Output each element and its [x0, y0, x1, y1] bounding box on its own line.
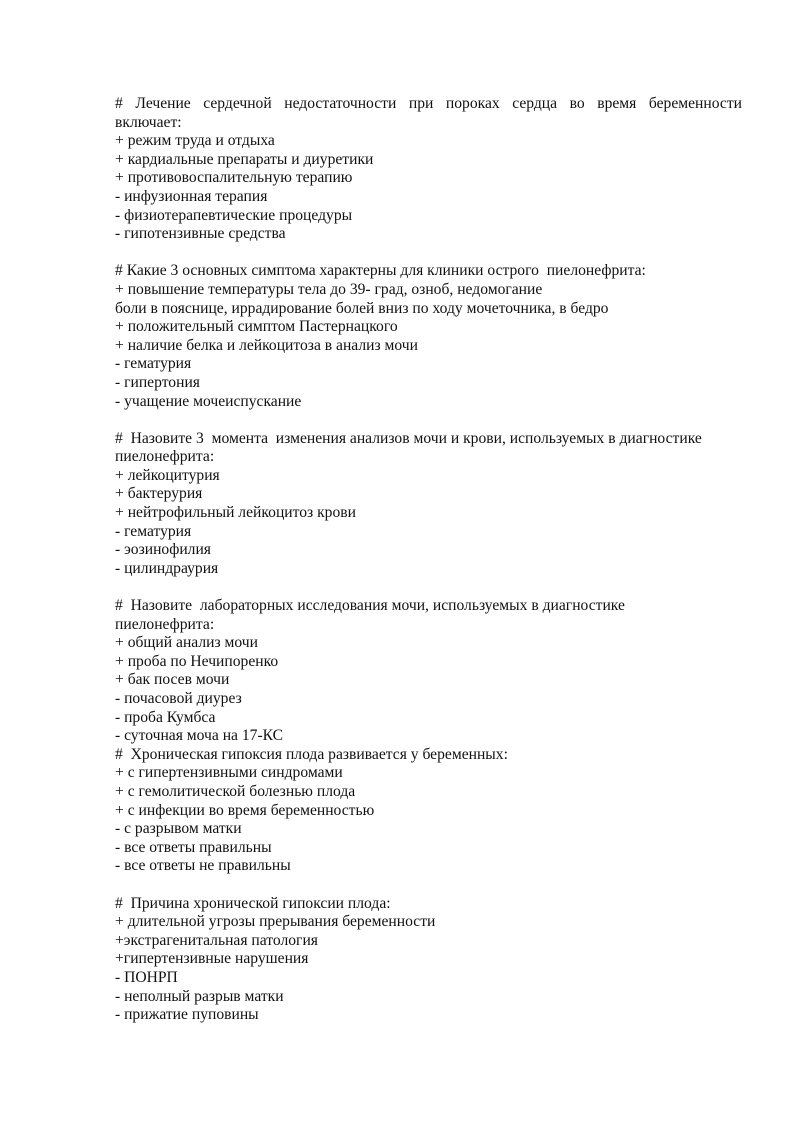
answer-correct: + общий анализ мочи [115, 634, 258, 652]
question-heading: # Назовите лабораторных исследования мочи, используемых в диагностике [115, 597, 625, 615]
answer-incorrect: - ПОНРП [115, 968, 178, 986]
answer-incorrect: - гематурия [115, 522, 192, 540]
answer-correct: + противовоспалительную терапию [115, 169, 353, 187]
answer-incorrect: - неполный разрыв матки [115, 987, 284, 1005]
question-heading-continuation: пиелонефрита: [115, 448, 215, 466]
answer-incorrect: - физиотерапевтические процедуры [115, 206, 353, 224]
blank-line [115, 578, 742, 597]
answer-correct: +гипертензивные нарушения [115, 950, 309, 968]
answer-correct: + проба по Нечипоренко [115, 652, 279, 670]
answer-correct: + с гемолитической болезнью плода [115, 782, 356, 800]
answer-incorrect: - проба Кумбса [115, 708, 216, 726]
question-heading: # Хроническая гипоксия плода развивается у беременных: [115, 745, 508, 763]
answer-incorrect: - гематурия [115, 355, 192, 373]
answer-correct: + кардиальные препараты и диуретики [115, 150, 374, 168]
answer-incorrect: - гипертония [115, 373, 200, 391]
answer-correct: + длительной угрозы прерывания беременности [115, 913, 436, 931]
question-heading-continuation: пиелонефрита: [115, 615, 215, 633]
answer-incorrect: - эозинофилия [115, 541, 211, 559]
answer-correct: + режим труда и отдыха [115, 132, 275, 150]
answer-incorrect: - прижатие пуповины [115, 1006, 259, 1024]
answer-correct: + бак посев мочи [115, 671, 230, 689]
answer-incorrect: - учащение мочеиспускание [115, 392, 302, 410]
question-heading: # Причина хронической гипоксии плода: [115, 894, 391, 912]
question-heading-continuation: включает: [115, 113, 182, 131]
answer-incorrect: - суточная моча на 17-КС [115, 727, 284, 745]
answer-incorrect: - все ответы правильны [115, 838, 272, 856]
question-heading: # Какие 3 основных симптома характерны для клиники острого пиелонефрита: [115, 262, 646, 280]
blank-line [115, 244, 742, 263]
answer-incorrect: - с разрывом матки [115, 820, 242, 838]
answer-incorrect: - почасовой диурез [115, 690, 242, 707]
answer-incorrect: - инфузионная терапия [115, 187, 268, 205]
question-heading: # Лечение сердечной недостаточности при пороках сердца во время беременности [115, 95, 742, 112]
question-heading: # Назовите 3 момента изменения анализов мочи и крови, используемых в диагностике [115, 429, 702, 447]
answer-correct: + с инфекции во время беременностью [115, 801, 375, 819]
answer-correct: + повышение температуры тела до 39- град, озноб, недомогание [115, 280, 543, 298]
answer-incorrect: - гипотензивные средства [115, 225, 286, 243]
answer-correct: + бактерурия [115, 485, 203, 503]
answer-correct: +экстрагенитальная патология [115, 931, 318, 949]
answer-incorrect: - все ответы не правильны [115, 857, 291, 875]
document-text [115, 95, 742, 1025]
answer-correct: + положительный симптом Пастернацкого [115, 318, 398, 336]
blank-line [115, 411, 742, 430]
answer-correct: + нейтрофильный лейкоцитоз крови [115, 504, 356, 522]
answer-correct: + наличие белка и лейкоцитоза в анализ мочи [115, 336, 418, 354]
answer-correct: + с гипертензивными синдромами [115, 764, 343, 782]
answer-correct: + лейкоцитурия [115, 466, 220, 484]
blank-line [115, 876, 742, 895]
answer-correct-continuation: боли в пояснице, иррадирование болей вниз по ходу мочеточника, в бедро [115, 299, 609, 317]
answer-incorrect: - цилиндраурия [115, 559, 219, 577]
